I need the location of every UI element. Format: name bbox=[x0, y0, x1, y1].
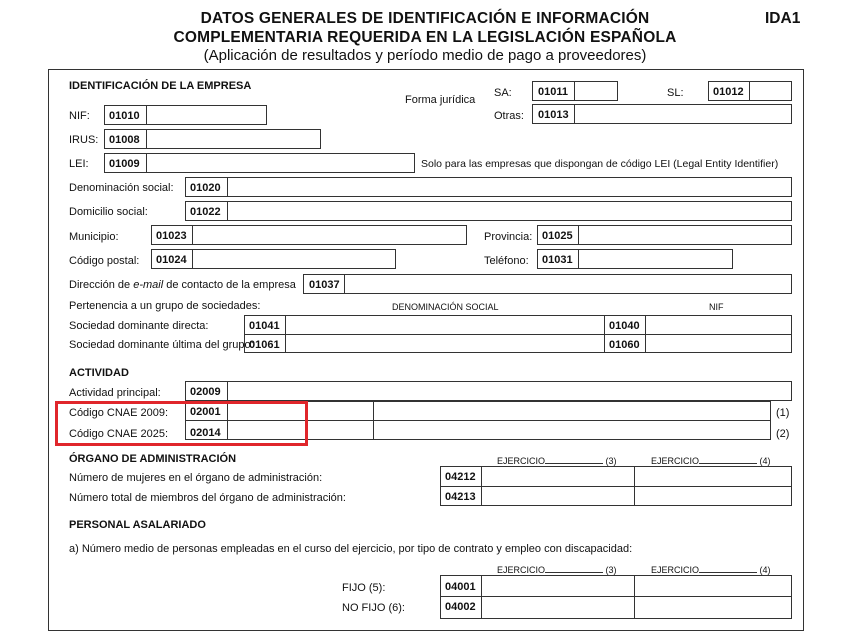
section-identificacion-title: IDENTIFICACIÓN DE LA EMPRESA bbox=[69, 80, 252, 92]
personal-ejercicio-label-1: EJERCICIO bbox=[497, 565, 546, 575]
title-line-1: DATOS GENERALES DE IDENTIFICACIÓN E INFORMACIÓN bbox=[200, 10, 650, 27]
organo-ejercicio-header-2 bbox=[651, 455, 771, 466]
municipio-field[interactable] bbox=[151, 225, 467, 245]
cp-divider bbox=[192, 249, 193, 269]
organo-ejercicio-header-1 bbox=[497, 455, 617, 466]
form-id: IDA1 bbox=[765, 10, 801, 27]
actividad-principal-code: 02009 bbox=[190, 386, 221, 398]
organo-ejercicio-blank-2 bbox=[699, 455, 757, 464]
total-ejercicio-field[interactable] bbox=[482, 487, 634, 505]
email-label-em: e-mail bbox=[133, 279, 164, 291]
telefono-divider bbox=[578, 249, 579, 269]
otras-field[interactable] bbox=[532, 104, 792, 124]
actividad-principal-field[interactable] bbox=[185, 381, 792, 401]
fijo-anterior-field[interactable] bbox=[635, 576, 791, 596]
telefono-code: 01031 bbox=[542, 254, 573, 266]
cnae2025-note: (2) bbox=[776, 428, 790, 440]
domicilio-label: Domicilio social: bbox=[69, 206, 148, 218]
mujeres-anterior-field[interactable] bbox=[635, 467, 791, 486]
cp-field[interactable] bbox=[151, 249, 396, 269]
email-label-post: de contacto de la empresa bbox=[163, 279, 296, 291]
domicilio-field[interactable] bbox=[185, 201, 792, 221]
personal-ejercicio-label-2: EJERCICIO bbox=[651, 565, 700, 575]
denominacion-label: Denominación social: bbox=[69, 182, 174, 194]
denominacion-field[interactable] bbox=[185, 177, 792, 197]
forma-juridica-label: Forma jurídica bbox=[405, 94, 476, 106]
personal-ejercicio-header-1 bbox=[497, 564, 617, 575]
lei-field[interactable] bbox=[104, 153, 415, 173]
telefono-label: Teléfono: bbox=[484, 255, 529, 267]
col-denominacion-header: DENOMINACIÓN SOCIAL bbox=[392, 302, 499, 312]
mujeres-label: Número de mujeres en el órgano de administración: bbox=[69, 472, 323, 484]
irus-label: IRUS: bbox=[69, 134, 99, 146]
mujeres-ejercicio-field[interactable] bbox=[482, 467, 634, 486]
cp-label: Código postal: bbox=[69, 255, 140, 267]
actividad-principal-divider bbox=[227, 381, 228, 401]
sa-divider bbox=[574, 81, 575, 101]
dominante-ultima-field[interactable] bbox=[286, 335, 604, 353]
dominante-directa-nif-code: 01040 bbox=[609, 320, 640, 332]
municipio-code: 01023 bbox=[156, 230, 187, 242]
actividad-principal-label: Actividad principal: bbox=[69, 387, 161, 399]
cnae2009-note: (1) bbox=[776, 407, 790, 419]
email-code: 01037 bbox=[309, 279, 340, 291]
cnae2025-code: 02014 bbox=[190, 427, 221, 439]
sl-divider bbox=[749, 81, 750, 101]
nif-code: 01010 bbox=[109, 110, 140, 122]
otras-divider bbox=[574, 104, 575, 124]
provincia-code: 01025 bbox=[542, 230, 573, 242]
col-nif-header: NIF bbox=[709, 302, 724, 312]
provincia-divider bbox=[578, 225, 579, 245]
otras-label: Otras: bbox=[494, 110, 524, 122]
sl-code: 01012 bbox=[713, 86, 744, 98]
fijo-ejercicio-field[interactable] bbox=[482, 576, 634, 596]
mujeres-code: 04212 bbox=[445, 471, 476, 483]
provincia-field[interactable] bbox=[537, 225, 792, 245]
irus-code: 01008 bbox=[109, 134, 140, 146]
municipio-label: Municipio: bbox=[69, 231, 119, 243]
title-line-2: COMPLEMENTARIA REQUERIDA EN LA LEGISLACIÓN ESPAÑOLA bbox=[173, 29, 677, 46]
personal-ejercicio-blank-2 bbox=[699, 564, 757, 573]
email-divider bbox=[344, 274, 345, 294]
section-actividad-title: ACTIVIDAD bbox=[69, 367, 129, 379]
dominante-directa-field[interactable] bbox=[286, 316, 604, 334]
denominacion-divider bbox=[227, 177, 228, 197]
lei-code: 01009 bbox=[109, 158, 140, 170]
grupo-label: Pertenencia a un grupo de sociedades: bbox=[69, 300, 261, 312]
nif-divider bbox=[146, 105, 147, 125]
lei-label: LEI: bbox=[69, 158, 89, 170]
total-anterior-field[interactable] bbox=[635, 487, 791, 505]
nofijo-label: NO FIJO (6): bbox=[342, 602, 405, 614]
cnae2009-label: Código CNAE 2009: bbox=[69, 407, 169, 419]
section-organo-title: ÓRGANO DE ADMINISTRACIÓN bbox=[69, 453, 237, 465]
personal-item-a: a) Número medio de personas empleadas en el curso del ejercicio, por tipo de contrato y empleo con discapacidad: bbox=[69, 543, 633, 555]
sa-label: SA: bbox=[494, 87, 512, 99]
personal-note4: (4) bbox=[759, 565, 771, 575]
cnae2025-label: Código CNAE 2025: bbox=[69, 428, 169, 440]
organo-ejercicio-label-1: EJERCICIO bbox=[497, 456, 546, 466]
dominante-directa-label: Sociedad dominante directa: bbox=[69, 320, 209, 332]
fijo-label: FIJO (5): bbox=[342, 582, 386, 594]
domicilio-divider bbox=[227, 201, 228, 221]
irus-divider bbox=[146, 129, 147, 149]
provincia-label: Provincia: bbox=[484, 231, 533, 243]
otras-code: 01013 bbox=[538, 109, 569, 121]
grupo-nif-divider-left bbox=[604, 315, 605, 353]
dominante-ultima-label: Sociedad dominante última del grupo: bbox=[69, 339, 254, 351]
organo-note4: (4) bbox=[759, 456, 771, 466]
fijo-code: 04001 bbox=[445, 581, 476, 593]
email-field[interactable] bbox=[303, 274, 792, 294]
nif-label: NIF: bbox=[69, 110, 90, 122]
email-label-pre: Dirección de bbox=[69, 279, 134, 291]
email-label bbox=[69, 279, 296, 291]
cnae2009-divider-2 bbox=[373, 401, 374, 421]
personal-note3: (3) bbox=[605, 565, 617, 575]
cnae2009-code: 02001 bbox=[190, 406, 221, 418]
cp-code: 01024 bbox=[156, 254, 187, 266]
domicilio-code: 01022 bbox=[190, 206, 221, 218]
dominante-ultima-nif-code: 01060 bbox=[609, 339, 640, 351]
dominante-directa-nif-field[interactable] bbox=[646, 316, 791, 334]
organo-ejercicio-label-2: EJERCICIO bbox=[651, 456, 700, 466]
subtitle: (Aplicación de resultados y período medio de pago a proveedores) bbox=[203, 47, 647, 64]
personal-ejercicio-blank-1 bbox=[545, 564, 603, 573]
dominante-directa-code: 01041 bbox=[249, 320, 280, 332]
section-personal-title: PERSONAL ASALARIADO bbox=[69, 519, 206, 531]
cnae2025-divider-2 bbox=[373, 420, 374, 440]
denominacion-code: 01020 bbox=[190, 182, 221, 194]
cnae-highlight-box bbox=[55, 401, 308, 446]
municipio-divider bbox=[192, 225, 193, 245]
lei-divider bbox=[146, 153, 147, 173]
sl-label: SL: bbox=[667, 87, 684, 99]
dominante-ultima-code: 01061 bbox=[249, 339, 280, 351]
nofijo-code: 04002 bbox=[445, 601, 476, 613]
nofijo-ejercicio-field[interactable] bbox=[482, 597, 634, 618]
nofijo-anterior-field[interactable] bbox=[635, 597, 791, 618]
organo-note3: (3) bbox=[605, 456, 617, 466]
lei-note: Solo para las empresas que dispongan de código LEI (Legal Entity Identifier) bbox=[421, 158, 779, 170]
sa-code: 01011 bbox=[538, 86, 568, 98]
total-miembros-label: Número total de miembros del órgano de administración: bbox=[69, 492, 346, 504]
total-miembros-code: 04213 bbox=[445, 491, 476, 503]
dominante-ultima-nif-field[interactable] bbox=[646, 335, 791, 353]
organo-ejercicio-blank-1 bbox=[545, 455, 603, 464]
personal-ejercicio-header-2 bbox=[651, 564, 771, 575]
